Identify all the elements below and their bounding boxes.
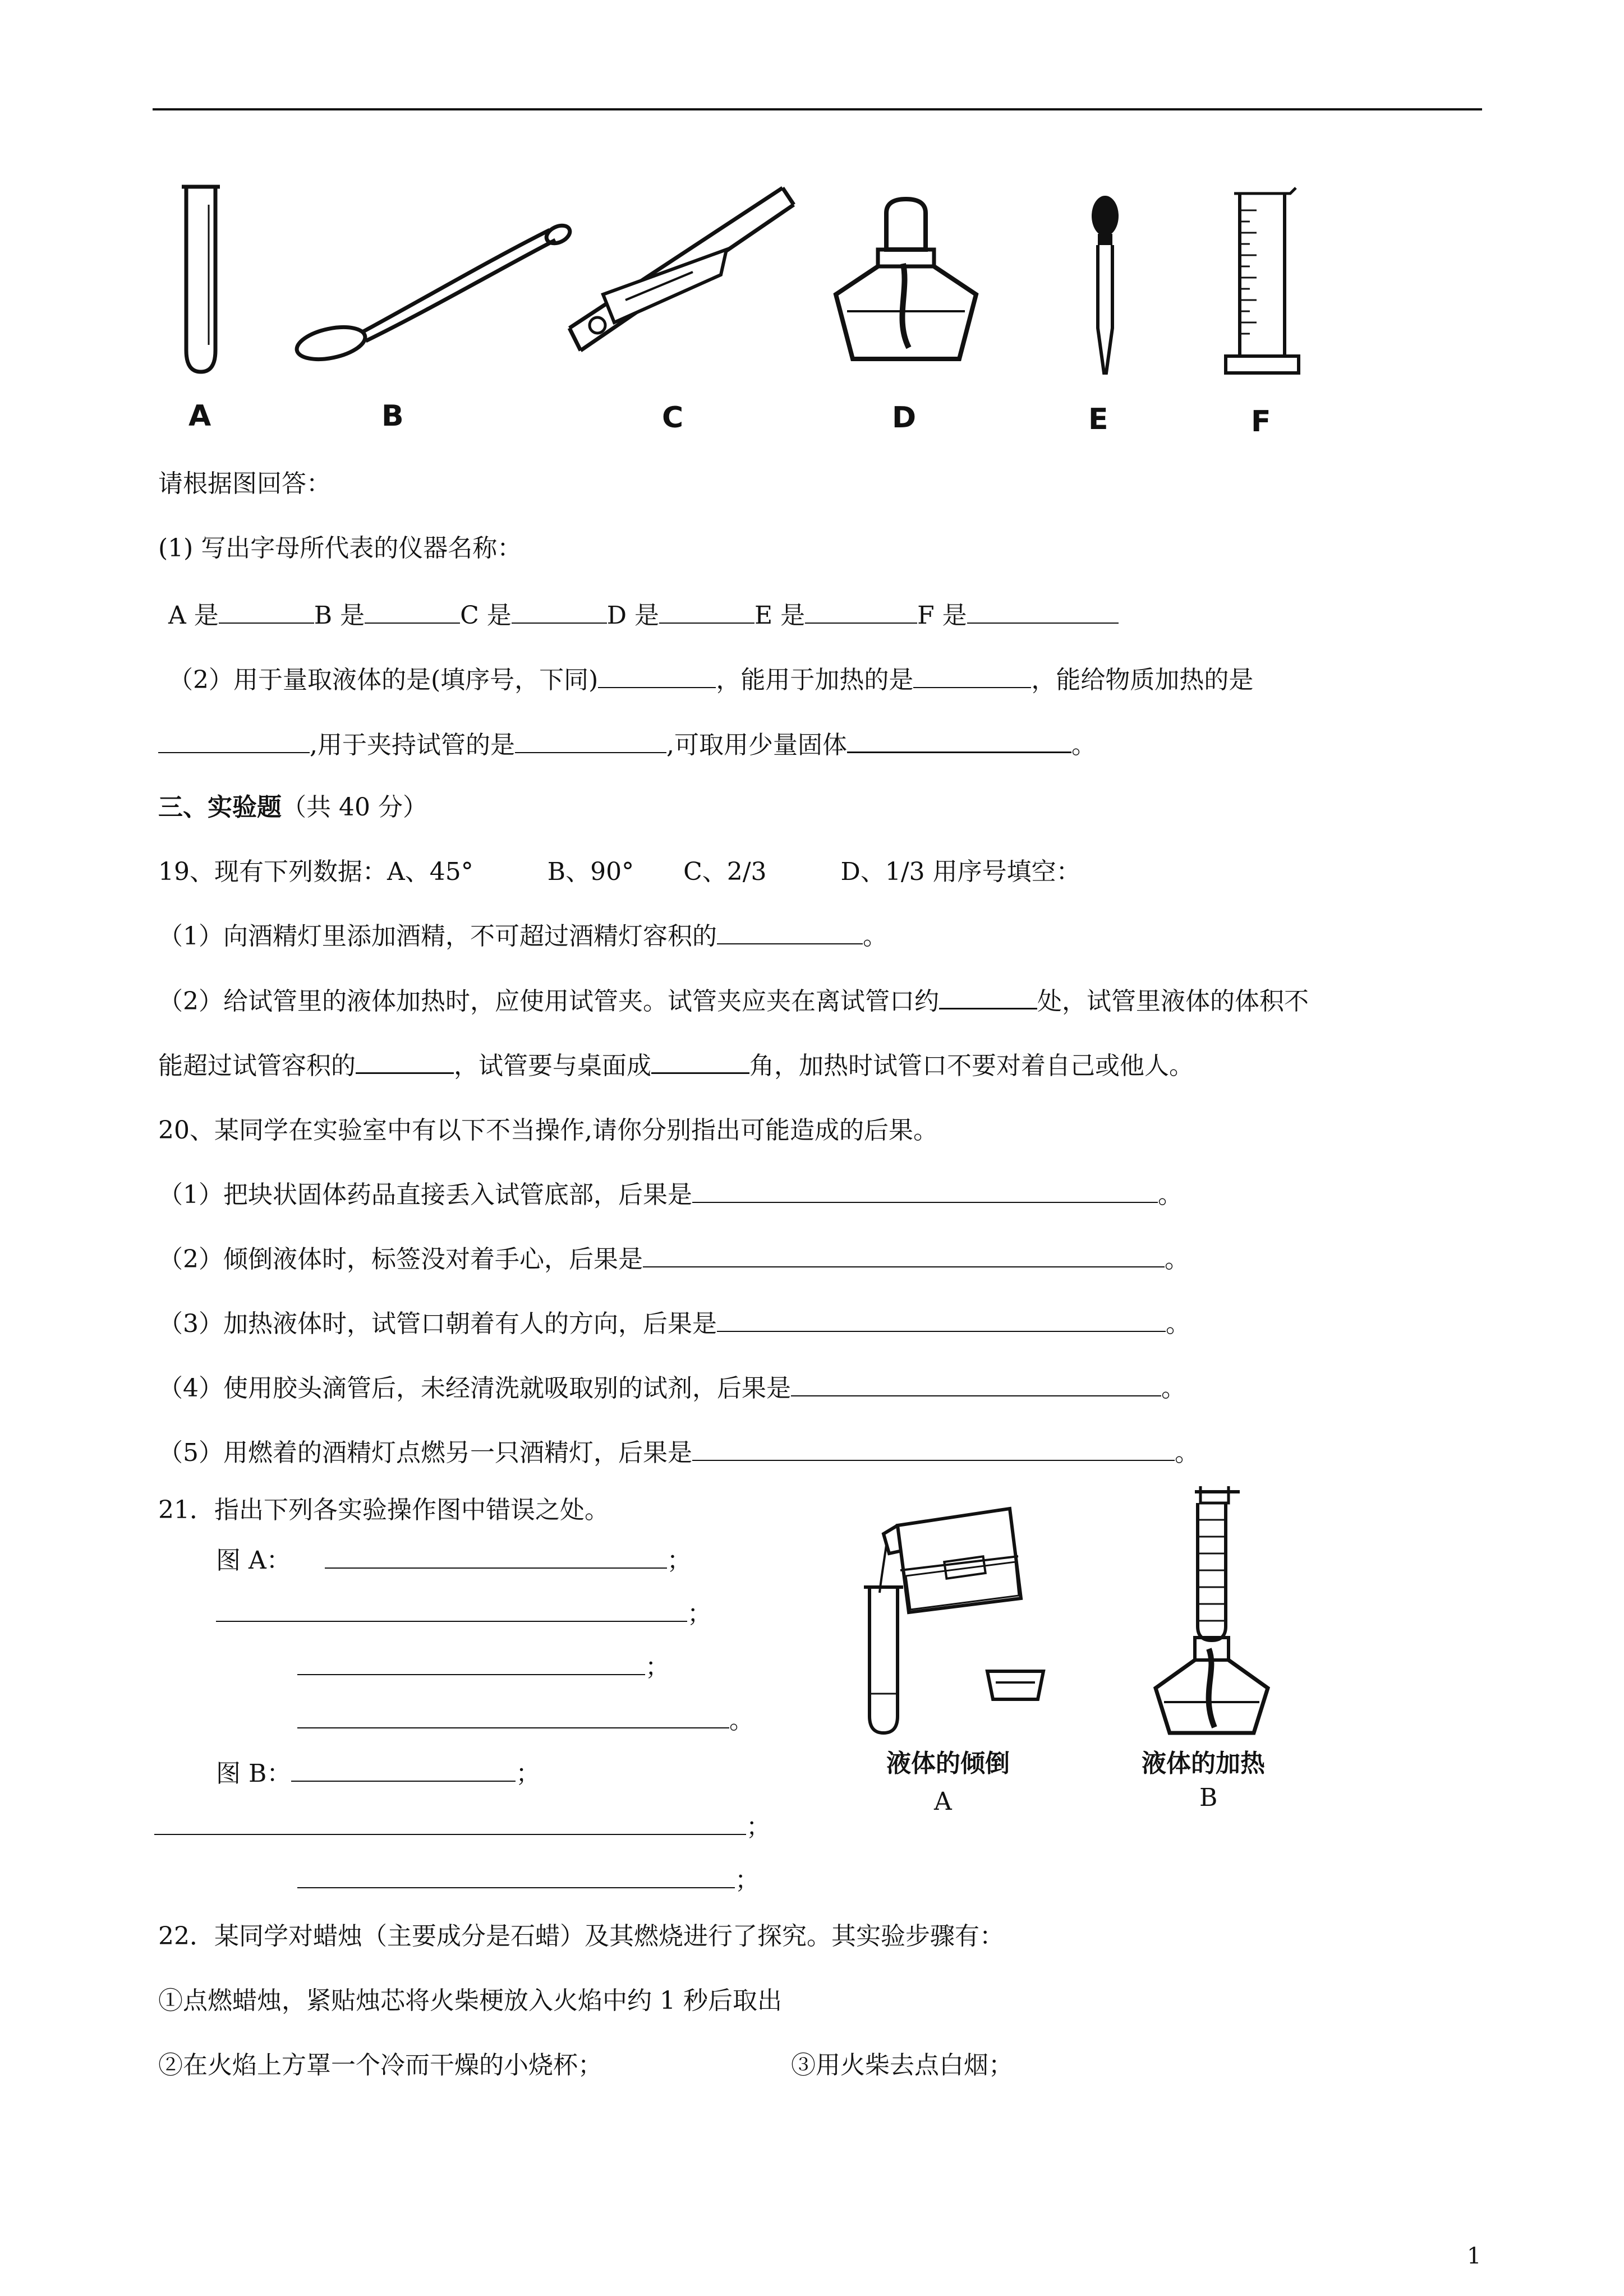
answer-blank-q20-2[interactable]: [643, 1244, 1165, 1267]
q18-part2-a: （2）用于量取液体的是(填序号，下同): [168, 666, 599, 694]
q21-stem: 21．指出下列各实验操作图中错误之处。: [158, 1496, 609, 1524]
q19-p1-end: 。: [863, 922, 887, 951]
q21-fig-a-row3: [297, 1652, 670, 1683]
q20-item-5-text: （5）用燃着的酒精灯点燃另一只酒精灯，后果是: [158, 1439, 692, 1467]
figure-label-c: C: [662, 401, 684, 435]
q20-item-1-text: （1）把块状固体药品直接丢入试管底部，后果是: [158, 1181, 692, 1209]
q19-p2-row2: [158, 1050, 1194, 1082]
answer-blank-heater[interactable]: [158, 730, 310, 753]
answer-blank-q21-a3[interactable]: [297, 1652, 645, 1675]
figure-label-b: B: [381, 399, 404, 433]
answer-blank-q20-5[interactable]: [692, 1437, 1175, 1461]
q21-fig-b-row1: [216, 1758, 540, 1790]
section-3-title: 三、实验题: [158, 793, 282, 822]
q21-semi-a3: ；: [645, 1653, 670, 1681]
q20-item-3-text: （3）加热液体时，试管口朝着有人的方向，后果是: [158, 1310, 717, 1338]
q20-item-2-text: （2）倾倒液体时，标签没对着手心，后果是: [158, 1245, 643, 1274]
pouring-liquid-illustration: [853, 1492, 1088, 1739]
figure-a-caption: 液体的倾倒: [886, 1749, 1010, 1778]
answer-blank-q19-1[interactable]: [717, 921, 863, 944]
q20-item-4-end: 。: [1161, 1374, 1186, 1403]
figure-label-e: E: [1088, 403, 1108, 436]
q22-stem: 22．某同学对蜡烛（主要成分是石蜡）及其燃烧进行了探究。其实验步骤有：: [158, 1922, 1004, 1951]
figure-label-d: D: [892, 401, 917, 435]
q19-p2-a: （2）给试管里的液体加热时，应使用试管夹。试管夹应夹在离试管口约: [158, 987, 939, 1016]
q18-part2-row1: [168, 665, 1253, 696]
q20-item-3-end: 。: [1166, 1310, 1190, 1338]
q21-semi-a2: ；: [687, 1599, 712, 1628]
section-3-score: （共 40 分）: [282, 793, 427, 822]
answer-blank-a[interactable]: [219, 600, 314, 624]
q21-fig-b-label: 图 B：: [216, 1759, 292, 1788]
answer-blank-q20-4[interactable]: [791, 1373, 1161, 1396]
q20-item-1-end: 。: [1158, 1181, 1183, 1209]
answer-blank-holder[interactable]: [515, 730, 666, 753]
q22-step-1: ①点燃蜡烛，紧贴烛芯将火柴梗放入火焰中约 1 秒后取出: [158, 1986, 782, 2015]
q21-fig-a-row1: [216, 1545, 692, 1576]
q21-semi-b2: ；: [746, 1813, 771, 1841]
q21-fig-b-row3: [297, 1865, 760, 1896]
q19-p1: （1）向酒精灯里添加酒精，不可超过酒精灯容积的: [158, 922, 717, 951]
answer-blank-d[interactable]: [659, 600, 755, 624]
q22-step-3: ③用火柴去点白烟；: [791, 2051, 1013, 2080]
answer-blank-solid[interactable]: [847, 729, 1071, 753]
q20-item-2: [158, 1244, 1189, 1275]
graduated-cylinder-icon: [1223, 188, 1301, 379]
q20-item-1: [158, 1179, 1183, 1211]
q21-semi-b3: ；: [735, 1866, 760, 1894]
name-c-label: C 是: [460, 601, 512, 630]
answer-blank-heatable[interactable]: [913, 665, 1031, 688]
answer-blank-q21-b3[interactable]: [297, 1865, 735, 1888]
answer-blank-f[interactable]: [967, 600, 1119, 624]
q18-part1: (1) 写出字母所代表的仪器名称：: [158, 534, 522, 563]
answer-blank-q21-a4[interactable]: [297, 1705, 729, 1728]
medicine-spoon-icon: [292, 213, 572, 365]
q18-part2-c: ，能给物质加热的是: [1031, 666, 1254, 694]
q21-fig-a-label: 图 A：: [216, 1546, 291, 1575]
q20-item-5: [158, 1437, 1199, 1469]
q20-item-2-end: 。: [1165, 1245, 1189, 1274]
figure-b-caption: 液体的加热: [1142, 1749, 1265, 1778]
q19-p2-c: 能超过试管容积的: [158, 1052, 356, 1080]
q21-fig-b-row2: [154, 1811, 771, 1843]
q20-item-5-end: 。: [1175, 1439, 1199, 1467]
answer-blank-q21-b2[interactable]: [154, 1811, 746, 1835]
q18-part2-e: ,可取用少量固体: [666, 731, 847, 759]
q19-p2-d: ，试管要与桌面成: [454, 1052, 651, 1080]
heating-liquid-illustration: [1144, 1481, 1279, 1739]
q19-p2-row1: [158, 985, 1309, 1017]
q19-p1-row: [158, 921, 887, 952]
q22-step-2: ②在火焰上方罩一个冷而干燥的小烧杯；: [158, 2051, 602, 2080]
answer-blank-q19-2c[interactable]: [651, 1050, 749, 1074]
q21-period-a4: 。: [729, 1706, 754, 1735]
q21-fig-a-row2: [216, 1598, 712, 1630]
q19-p2-e: 角，加热时试管口不要对着自己或他人。: [749, 1052, 1194, 1080]
name-f-label: F 是: [917, 601, 967, 630]
q18-intro: 请根据图回答：: [158, 469, 331, 498]
answer-blank-measure[interactable]: [598, 665, 716, 688]
answer-blank-q21-b1[interactable]: [291, 1758, 516, 1782]
q19-stem: 19、现有下列数据：A、45° B、90° C、2/3 D、1/3 用序号填空：: [158, 857, 1081, 886]
q21-fig-a-row4: [297, 1705, 754, 1736]
q18-part2-row2: [158, 729, 1096, 761]
name-e-label: E 是: [755, 601, 806, 630]
figure-label-f: F: [1251, 405, 1271, 439]
answer-blank-e[interactable]: [805, 600, 917, 624]
answer-blank-q20-3[interactable]: [717, 1308, 1166, 1332]
test-tube-icon: [178, 182, 223, 376]
answer-blank-q21-a1[interactable]: [325, 1545, 667, 1569]
q20-stem: 20、某同学在实验室中有以下不当操作,请你分别指出可能造成的后果。: [158, 1116, 938, 1145]
header-rule: [153, 108, 1482, 110]
q18-part2-b: ，能用于加热的是: [716, 666, 914, 694]
name-a-label: A 是: [168, 601, 219, 630]
section-title: [158, 792, 427, 823]
figure-label-a: A: [188, 399, 211, 433]
q21-semi-b1: ；: [516, 1759, 541, 1788]
q19-p2-b: 处，试管里液体的体积不: [1037, 987, 1309, 1016]
q18-part2-end: 。: [1071, 731, 1096, 759]
name-d-label: D 是: [606, 601, 660, 630]
q18-part2-d: ,用于夹持试管的是: [310, 731, 515, 759]
answer-blank-q20-1[interactable]: [692, 1179, 1158, 1203]
answer-blank-c[interactable]: [512, 600, 607, 624]
q20-item-4-text: （4）使用胶头滴管后，未经清洗就吸取别的试剂，后果是: [158, 1374, 791, 1403]
answer-blank-b[interactable]: [365, 600, 460, 624]
figure-b-letter: B: [1199, 1783, 1218, 1812]
q18-names-row: [168, 600, 1119, 631]
page-number: 1: [1467, 2243, 1482, 2269]
answer-blank-q21-a2[interactable]: [216, 1598, 687, 1622]
dropper-icon: [1085, 193, 1125, 379]
name-b-label: B 是: [314, 601, 365, 630]
answer-blank-q19-2a[interactable]: [939, 985, 1037, 1009]
test-tube-holder-icon: [558, 182, 805, 367]
figure-a-letter: A: [934, 1787, 952, 1816]
alcohol-lamp-icon: [825, 196, 987, 365]
q20-item-3: [158, 1308, 1190, 1340]
q21-semi-a1: ；: [666, 1546, 692, 1575]
q20-item-4: [158, 1373, 1186, 1404]
answer-blank-q19-2b[interactable]: [356, 1050, 454, 1074]
